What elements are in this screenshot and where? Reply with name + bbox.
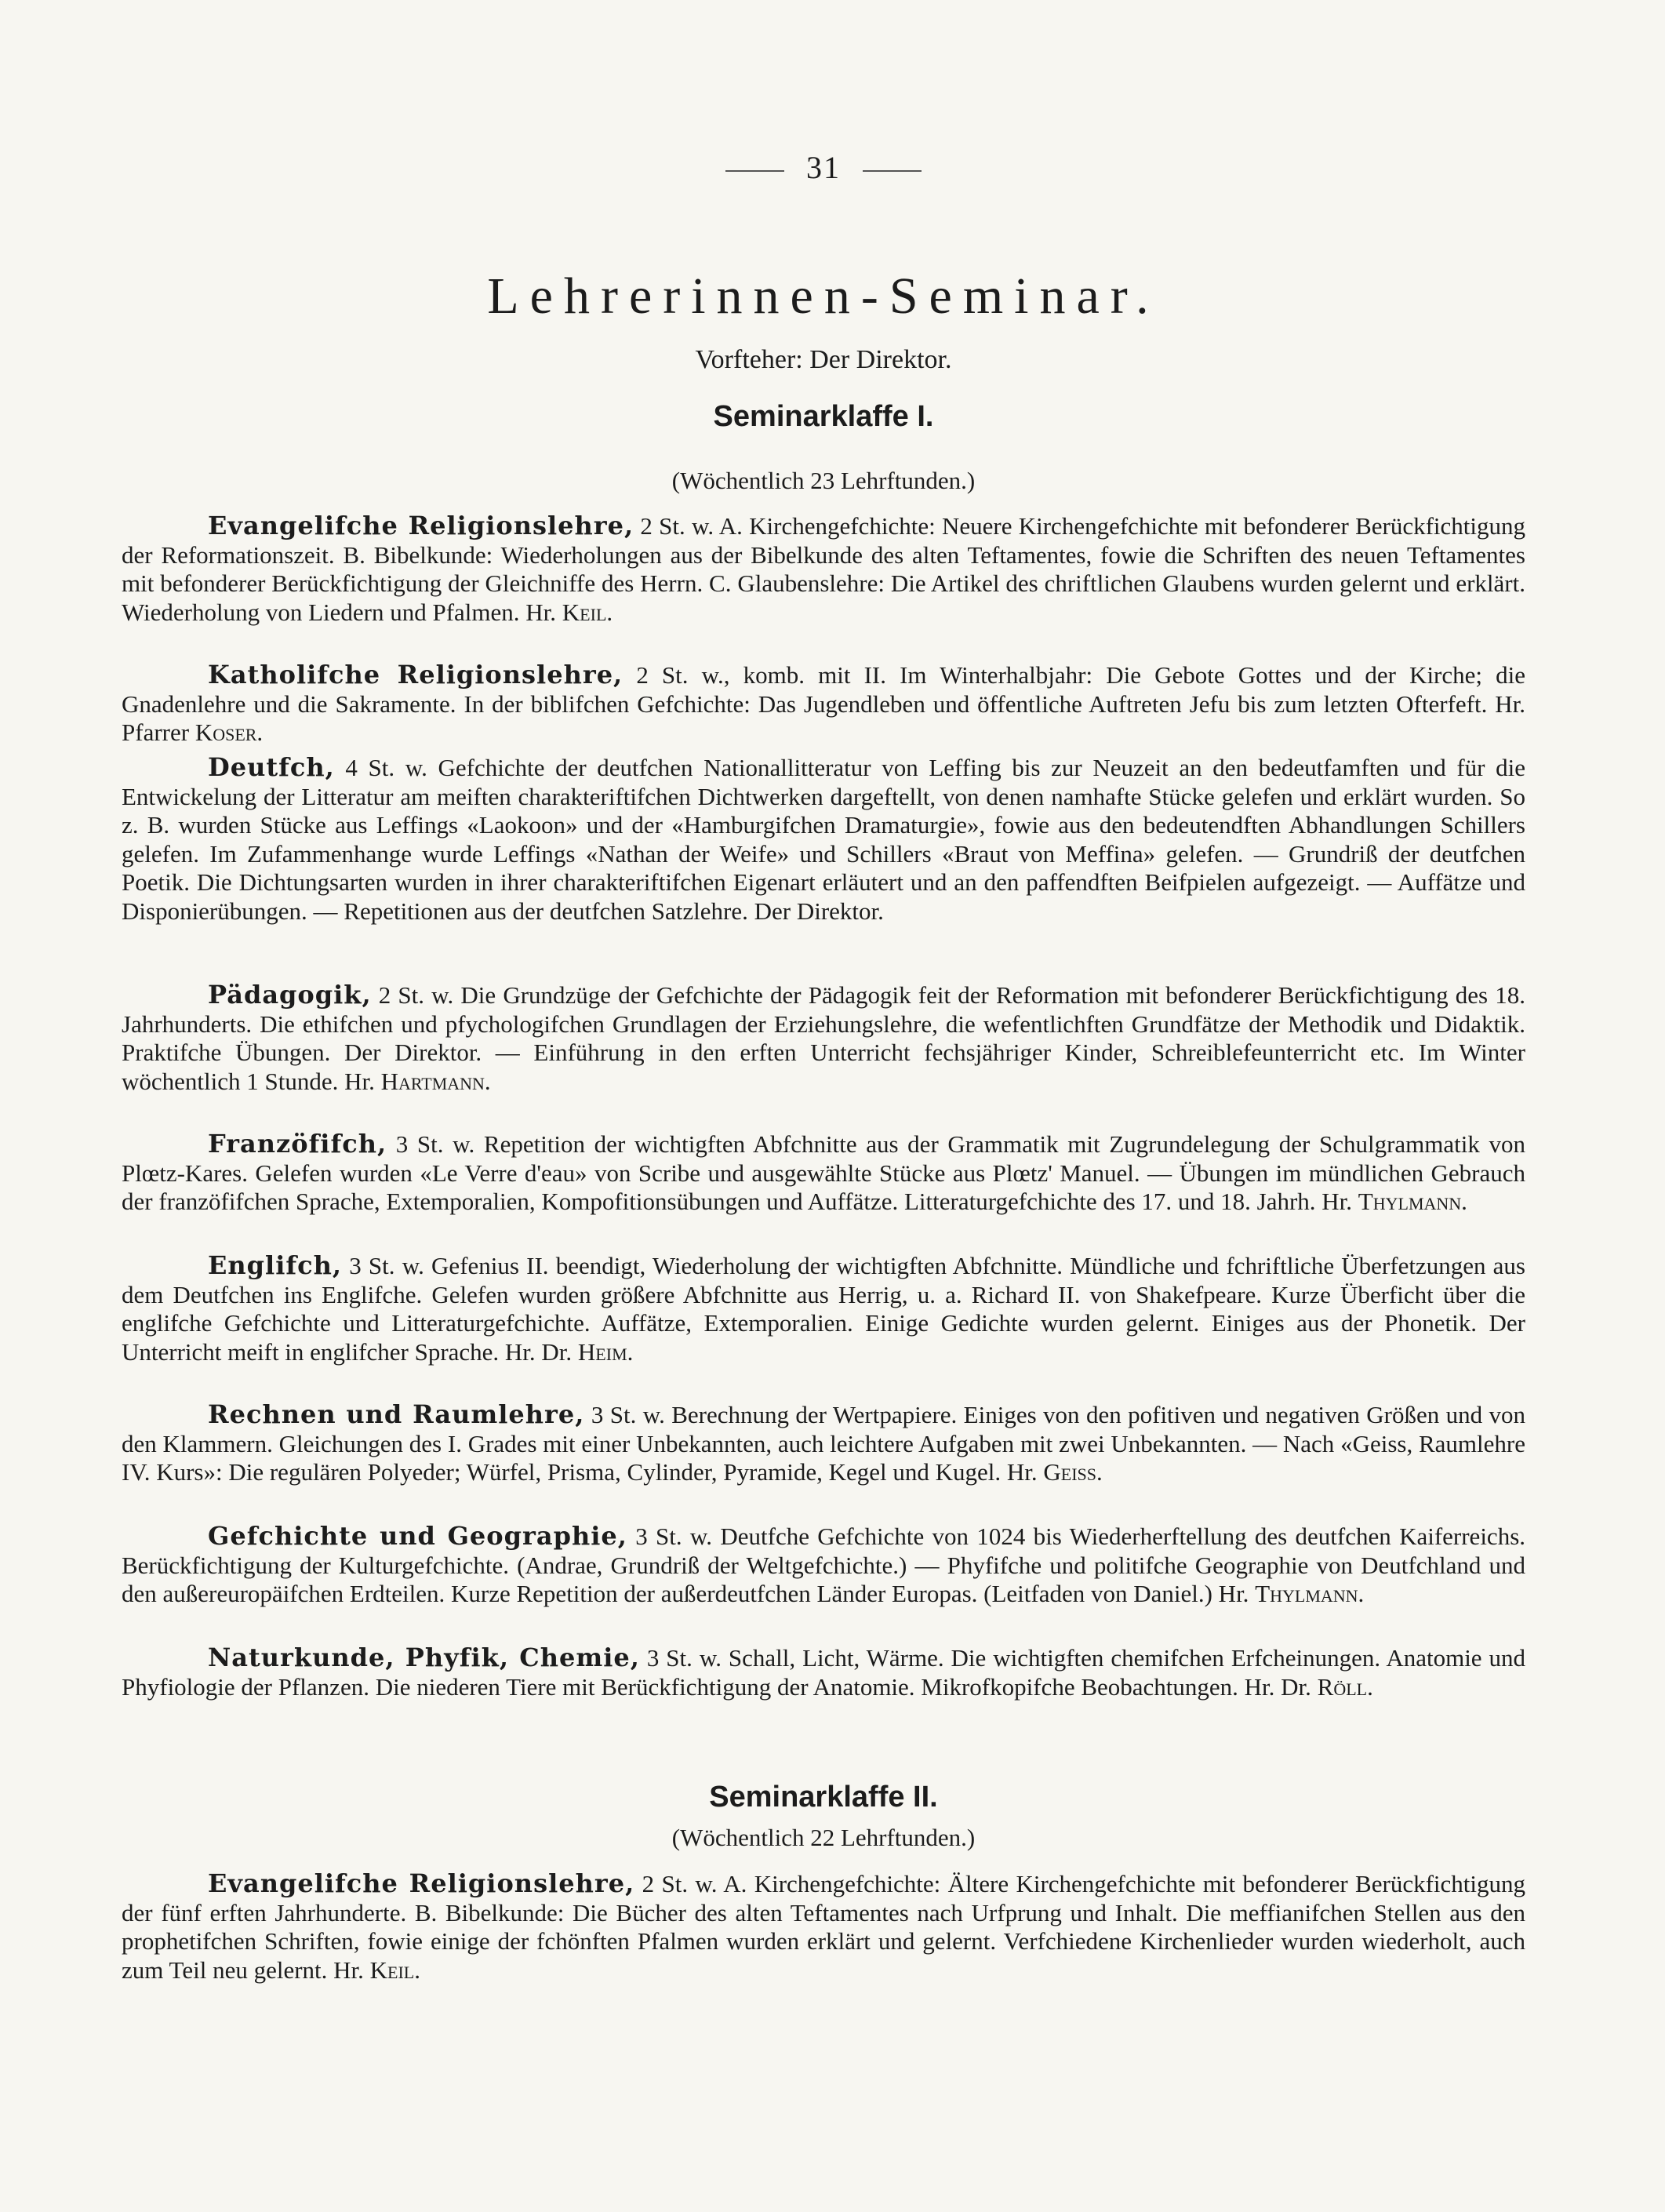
subject-name: Evangelifche Religionslehre,	[208, 1868, 635, 1898]
subject-name: Deutfch,	[208, 752, 335, 782]
subject-name: Naturkunde, Phyfik, Chemie,	[208, 1643, 640, 1672]
teacher-name: Keil.	[369, 1956, 420, 1984]
section-text: 3 St. w. Schall, Licht, Wärme. Die wichtigften chemifchen Erfcheinungen. Anatomie und Phyfiologie der Pflanzen. Die niederen Tiere mit Berückfichtigung der Anatomie. Mikrofkopifche Beobachtungen. Hr. Dr.	[122, 1644, 1526, 1701]
teacher-name: Geiss.	[1043, 1458, 1103, 1486]
section-text: 2 St. w. A. Kirchengefchichte: Neuere Kirchengefchichte mit befonderer Berückfichtigung der Reformationszeit. B. Bibelkunde: Wiederholungen aus der Bibelkunde des alten Teftamentes, fowie die Schriften des neuen Teftamentes mit befonderer Berückfichtigung der Gleichniffe des Herrn. C. Glaubenslehre: Die Artikel des chriftlichen Glaubens wurden gelernt und erklärt. Wiederholung von Liedern und Pfalmen. Hr.	[122, 512, 1526, 626]
class1-section-rechnen	[122, 1400, 1525, 1487]
document-subtitle: Vorfteher: Der Direktor.	[695, 345, 952, 374]
class1-heading: Seminarklaffe I.	[713, 400, 934, 433]
class1-section-religion-ev	[122, 511, 1525, 627]
teacher-name: Hartmann.	[380, 1067, 491, 1095]
subject-name: Gefchichte und Geographie,	[208, 1521, 627, 1551]
document-title: Lehrerinnen-Seminar.	[487, 267, 1160, 325]
section-text: 2 St. w. A. Kirchengefchichte: Ältere Kirchengefchichte mit befonderer Berückfichtigung der fünf erften Jahrhunderte. B. Bibelkunde: Die Bücher des alten Teftamentes nach Urfprung und Inhalt. Die meffianifchen Stellen aus den prophetifchen Schriften, fowie einige der fchönften Pfalmen wurden erklärt und gelernt. Verfchiedene Kirchenlieder wurden wiederholt, auch zum Teil neu gelernt. Hr.	[122, 1870, 1526, 1984]
subject-name: Rechnen und Raumlehre,	[208, 1399, 585, 1429]
teacher-name: Röll.	[1317, 1672, 1373, 1701]
class1-section-religion-kath	[122, 660, 1525, 748]
class1-section-franzoesisch	[122, 1130, 1525, 1217]
class2-heading: Seminarklaffe II.	[709, 1781, 938, 1814]
section-text: 3 St. w. Deutfche Gefchichte von 1024 bis Wiederherftellung des deutfchen Kaiferreichs. Berückfichtigung der Kulturgefchichte. (Andrae, Grundriß der Weltgefchichte.) — Phyfifche und politifche Geographie von Deutfchland und den außereuropäifchen Erdteilen. Kurze Repetition der außerdeutfchen Länder Europas. (Leitfaden von Daniel.) Hr.	[122, 1523, 1526, 1607]
subject-name: Englifch,	[208, 1250, 342, 1280]
section-text: 2 St. w. Die Grundzüge der Gefchichte der Pädagogik feit der Reformation mit befonderer Berückfichtigung des 18. Jahrhunderts. Die ethifchen und pfychologifchen Grundlagen der Erziehungslehre, die wefentlichften Grundfätze der Methodik und Didaktik. Praktifche Übungen. Der Direktor. — Einführung in den erften Unterricht fechsjähriger Kinder, Schreiblefeunterricht etc. Im Winter wöchentlich 1 Stunde. Hr.	[122, 981, 1525, 1095]
teacher-name: Thylmann.	[1255, 1580, 1365, 1607]
subject-name: Katholifche Religionslehre,	[208, 660, 623, 689]
teacher-name: Heim.	[577, 1337, 634, 1366]
subject-name: Franzöfifch,	[208, 1129, 387, 1159]
teacher-name: Thylmann.	[1358, 1188, 1467, 1215]
section-text: 4 St. w. Gefchichte der deutfchen Nationallitteratur von Leffing bis zur Neuzeit an den bedeutfamften und für die Entwickelung der Litteratur am meiften charakteriftifchen Dichtwerken dargeftellt, von denen namhafte Stücke gelefen und erklärt wurden. So z. B. wurden Stücke aus Leffings «Laokoon» und der «Hamburgifchen Dramaturgie», fowie aus den bedeutendften Abhandlungen Schillers gelefen. Im Zufammenhange wurde Leffings «Nathan der Weife» und Schillers «Braut von Meffina» gelefen. — Grundriß der deutfchen Poetik. Die Dichtungsarten wurden in ihrer charakteriftifchen Eigenart erläutert und an den paffendften Beifpielen aufgezeigt. — Auffätze und Disponierübungen. — Repetitionen aus der deutfchen Satzlehre. Der Direktor.	[122, 754, 1525, 925]
class1-section-deutsch	[122, 753, 1525, 926]
class1-section-paedagogik	[122, 980, 1525, 1096]
teacher-name: Koser.	[194, 719, 264, 746]
subject-name: Evangelifche Religionslehre,	[208, 511, 634, 540]
section-text: 3 St. w. Berechnung der Wertpapiere. Einiges von den pofitiven und negativen Größen und von den Klammern. Gleichungen des I. Grades mit einer Unbekannten, auch leichtere Aufgaben mit zwei Unbekannten. — Nach «Geiss, Raumlehre IV. Kurs»: Die regulären Polyeder; Würfel, Prisma, Cylinder, Pyramide, Kegel und Kugel. Hr.	[122, 1401, 1526, 1486]
teacher-name: Keil.	[562, 598, 613, 626]
class1-section-englisch	[122, 1251, 1525, 1366]
class1-hours: (Wöchentlich 23 Lehrftunden.)	[671, 467, 976, 494]
subject-name: Pädagogik,	[208, 980, 372, 1010]
class1-section-naturkunde	[122, 1643, 1525, 1701]
class2-section-religion-ev	[122, 1869, 1525, 1985]
section-text: 3 St. w. Gefenius II. beendigt, Wiederholung der wichtigften Abfchnitte. Mündliche und fchriftliche Überfetzungen aus dem Deutfchen ins Englifche. Gelefen wurden größere Abfchnitte aus Herrig, u. a. Richard II. von Shakefpeare. Kurze Überficht über die englifche Gefchichte und Litteraturgefchichte. Auffätze, Extemporalien. Einige Gedichte wurden gelernt. Einiges aus der Phonetik. Der Unterricht meift in englifcher Sprache. Hr. Dr.	[122, 1252, 1525, 1366]
class2-hours: (Wöchentlich 22 Lehrftunden.)	[671, 1824, 976, 1851]
page-number: 31	[122, 149, 1525, 186]
section-text: 2 St. w., komb. mit II. Im Winterhalbjahr: Die Gebote Gottes und der Kirche; die Gnadenlehre und die Sakramente. In der biblifchen Gefchichte: Das Jugendleben und öffentliche Auftreten Jefu bis zum letzten Ofterfeft. Hr. Pfarrer	[122, 661, 1525, 746]
class1-section-geschichte	[122, 1522, 1525, 1609]
section-text: 3 St. w. Repetition der wichtigften Abfchnitte aus der Grammatik mit Zugrundelegung der Schulgrammatik von Plœtz-Kares. Gelefen wurden «Le Verre d'eau» von Scribe und ausgewählte Stücke aus Plœtz' Manuel. — Übungen im mündlichen Gebrauch der franzöfifchen Sprache, Extemporalien, Kompofitionsübungen und Auffätze. Litteraturgefchichte des 17. und 18. Jahrh. Hr.	[122, 1130, 1525, 1215]
